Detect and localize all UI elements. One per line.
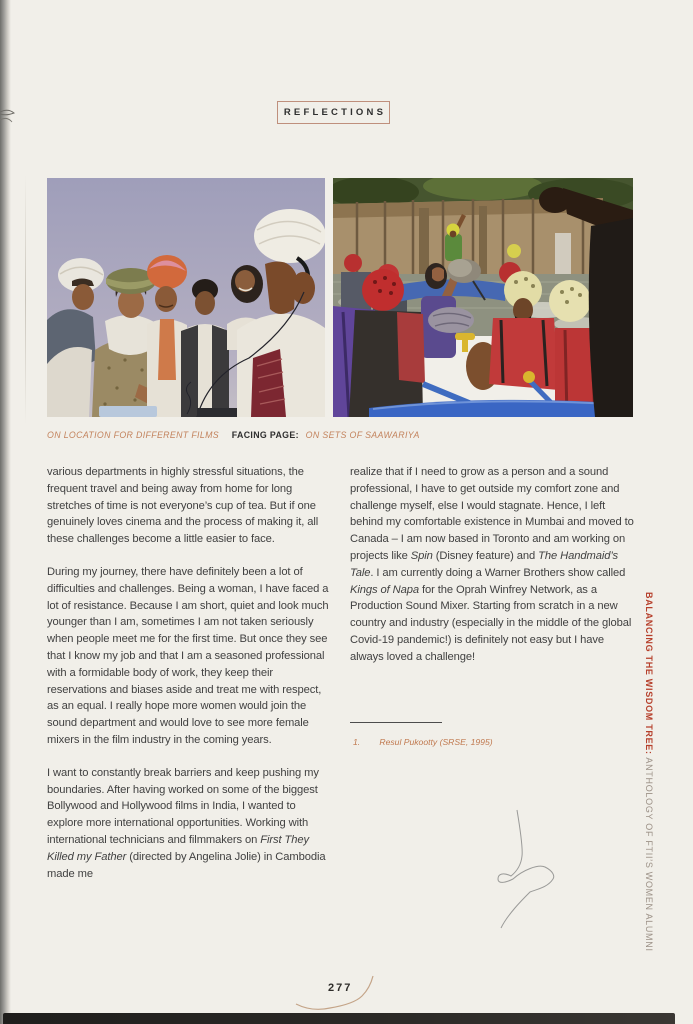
footnote-text: Resul Pukootty (SRSE, 1995) [379,737,493,747]
footer [288,968,388,1014]
paragraph-segment: (directed by Angelina Jolie) in Cambodia made me [47,850,326,880]
spine-title [644,592,654,952]
footnote-line [350,737,640,747]
next-page-edge [3,1013,675,1024]
spine-title-bold: BALANCING THE WISDOM TREE: [644,592,654,755]
page-number: 277 [328,982,353,994]
section-header-label: REFLECTIONS [283,107,387,118]
right-text-column [350,464,640,682]
spine-title-rest: ANTHOLOGY OF FTII’S WOMEN ALUMNI [644,754,654,952]
paragraph: During my journey, there have definitely been a lot of difficulties and challenges. Being a woman, I have faced a lot of resistance. Because I am short, quiet and look much younger than I am, sometimes I am not taken seriously when people meet me for the first time. But once they see that I know my job and that I am a seasoned professional with a formidable body of work, they keep their reservations and biases aside and treat me with respect, as an equal. I really hope more women would join the sound department and would love to see more female mixers in the film industry in the coming years. [47,565,329,746]
paragraph-segment: . I am currently doing a Warner Brothers show called [370,566,626,579]
photo-rafting [333,178,633,417]
pen-mark [0,104,22,132]
footnote-number: 1. [353,737,361,747]
left-text-column [47,464,333,898]
paragraph: various departments in highly stressful situations, the frequent travel and being away from home for long stretches of time is not everyone’s cup of tea. But if one genuinely loves cinema and the process of making it, all these challenges become a little easier to face. [47,466,319,546]
signature-flourish [492,806,564,936]
film-title-italic: Spin [410,549,433,562]
caption-left-text: ON LOCATION FOR DIFFERENT FILMS [47,430,219,440]
caption-facing-text: ON SETS OF SAAWARIYA [305,430,420,440]
paragraph-segment: for the Oprah Winfrey Network, as a Production Sound Mixer. Starting from scratch in a new country and industry (especially in the middle of the global Covid-19 pandemic!) is definitely not easy but I have always loved a challenge! [350,583,632,663]
paragraph [350,464,640,666]
film-title-italic: Kings of Napa [350,583,419,596]
paragraph-segment: (Disney feature) and [432,549,539,562]
section-header-box [277,101,390,124]
photo-on-location [47,178,325,417]
paragraph-segment: realize that if I need to grow as a person and a sound professional, I have to get outside my comfort zone and challenge myself, else I would stagnate. Hence, I left behind my comfortable existence in Mumbai and moved to Canada – I am now based in Toronto and am working on projects like [350,466,634,562]
paragraph-segment: I want to constantly break barriers and keep pushing my boundaries. After having worked on some of the biggest Bollywood and Hollywood films in India, I wanted to explore more international opportunities. Working with international technicians and filmmakers on [47,766,319,846]
caption-facing-label: FACING PAGE: [231,430,299,440]
page-crease-line [25,175,26,425]
film-title-italic: First They Killed my Father [47,833,309,863]
film-title-italic: The Handmaid’s Tale [350,549,619,579]
page-left-scan-edge [0,0,11,1024]
photo-caption [47,430,637,440]
footnote [350,722,640,747]
footnote-rule [350,722,442,723]
paragraph [47,765,333,883]
